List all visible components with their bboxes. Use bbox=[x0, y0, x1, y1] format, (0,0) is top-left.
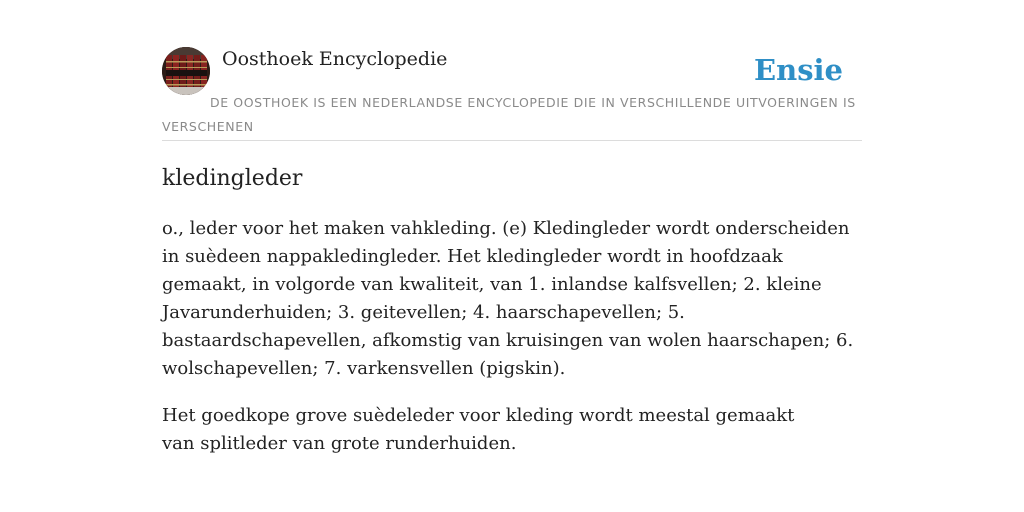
site-name[interactable]: Oosthoek Encyclopedie bbox=[222, 48, 448, 70]
brand-logo[interactable]: Ensie bbox=[754, 53, 843, 87]
entry-title: kledingleder bbox=[162, 166, 303, 191]
site-description: DE OOSTHOEK IS EEN NEDERLANDSE ENCYCLOPEDIE DIE IN VERSCHILLENDE UITVOERINGEN IS VERSCHENEN bbox=[162, 95, 856, 134]
site-header bbox=[162, 46, 862, 141]
encyclopedia-books-icon[interactable] bbox=[162, 47, 210, 95]
entry-paragraph: o., leder voor het maken vahkleding. (e) Kledingleder wordt onderscheiden in suèdeen nappakledingleder. Het kledingleder wordt in hoofdzaak gemaakt, in volgorde van kwaliteit, van 1. inlandse kalfsvellen; 2. kleine Javarunderhuiden; 3. geitevellen; 4. haarschapevellen; 5. bastaardschapevellen, afkomstig van kruisingen van wolen haarschapen; 6. wolschapevellen; 7. varkensvellen (pigskin). bbox=[162, 218, 854, 379]
entry-paragraph: Het goedkope grove suèdeleder voor kleding wordt meestal gemaakt van splitleder van grote runderhuiden. bbox=[162, 405, 795, 454]
entry-article bbox=[162, 162, 872, 458]
